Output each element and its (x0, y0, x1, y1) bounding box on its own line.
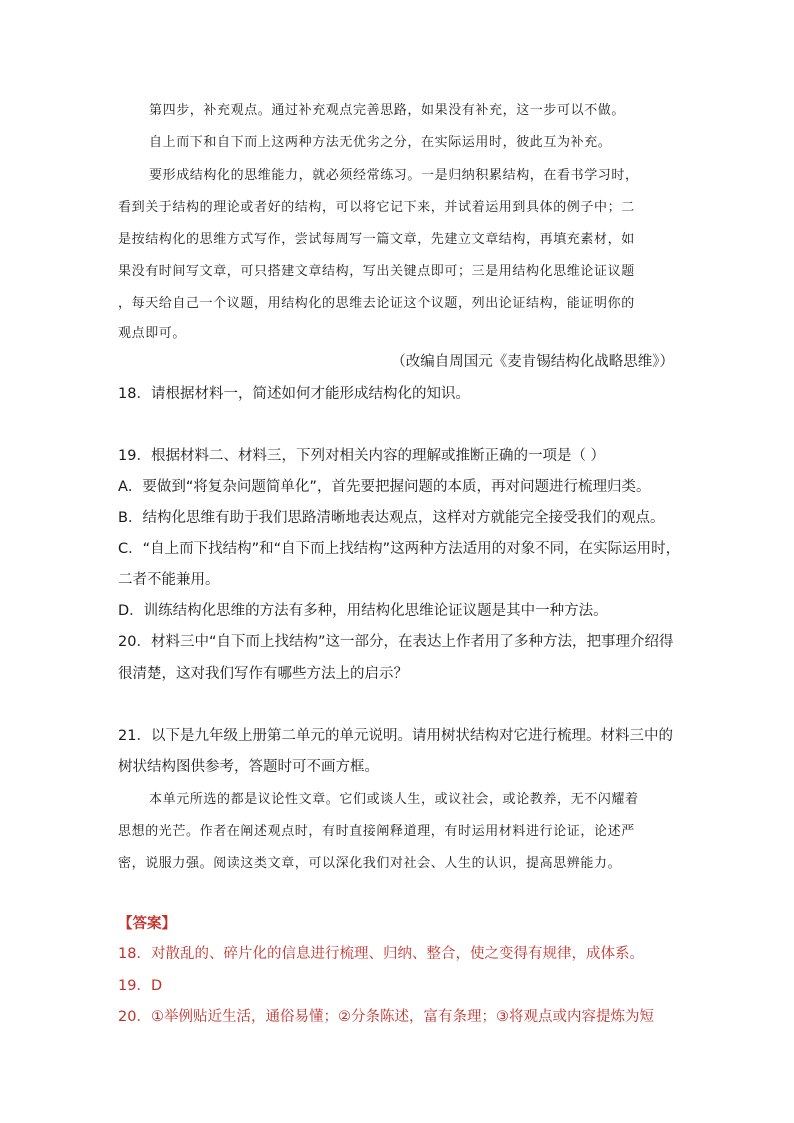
material-line: 是按结构化的思维方式写作，尝试每周写一篇文章，先建立文章结构，再填充素材，如 (118, 232, 635, 247)
question-19-option-d: D．训练结构化思维的方法有多种，用结构化思维论证议题是其中一种方法。 (118, 603, 608, 619)
question-19-option-c-cont: 二者不能兼用。 (118, 572, 220, 588)
question-21: 21．以下是九年级上册第二单元的单元说明。请用树状结构对它进行梳理。材料三中的 (118, 728, 673, 744)
material-line: ，每天给自己一个议题，用结构化的思维去论证这个议题，列出论证结构，能证明你的 (118, 296, 635, 311)
question-19-stem: 19．根据材料二、材料三，下列对相关内容的理解或推断正确的一项是（ ） (118, 448, 606, 464)
material-line: 要形成结构化的思维能力，就必须经常练习。一是归纳积累结构，在看书学习时， (149, 168, 639, 183)
question-20-cont: 很清楚，这对我们写作有哪些方法上的启示？ (118, 666, 408, 682)
question-19-option-a: A．要做到“将复杂问题简单化”，首先要把握问题的本质，再对问题进行梳理归类。 (118, 479, 651, 495)
answer-19: 19．D (118, 978, 163, 994)
material-line: 观点即可。 (118, 326, 187, 341)
question-18: 18．请根据材料一，简述如何才能形成结构化的知识。 (118, 386, 470, 402)
unit-note-line: 本单元所选的都是议论性文章。它们或谈人生，或议社会，或论教养，无不闪耀着 (149, 792, 639, 807)
question-21-cont: 树状结构图供参考，答题时可不画方框。 (118, 759, 379, 775)
material-line: 第四步，补充观点。通过补充观点完善思路，如果没有补充，这一步可以不做。 (149, 103, 626, 118)
question-20: 20．材料三中“自下而上找结构”这一部分，在表达上作者用了多种方法，把事理介绍得 (118, 634, 674, 650)
material-line: 看到关于结构的理论或者好的结构，可以将它记下来，并试着运用到具体的例子中；二 (118, 200, 635, 215)
source-citation: （改编自周国元《麦肯锡结构化战略思维》） (391, 354, 674, 370)
material-line: 果没有时间写文章，可只搭建文章结构，写出关键点即可；三是用结构化思维论证议题 (118, 264, 635, 279)
material-line: 自上而下和自下而上这两种方法无优劣之分，在实际运用时，彼此互为补充。 (149, 135, 612, 150)
question-19-option-c: C．“自上而下找结构”和“自下而上找结构”这两种方法适用的对象不同，在实际运用时， (118, 541, 681, 557)
answer-label: 【答案】 (118, 916, 176, 932)
answer-20: 20．①举例贴近生活，通俗易懂；②分条陈述，富有条理；③将观点或内容提炼为短 (118, 1009, 654, 1025)
unit-note-line: 思想的光芒。作者在阐述观点时，有时直接阐释道理，有时运用材料进行论证，论述严 (118, 824, 635, 839)
question-19-option-b: B．结构化思维有助于我们思路清晰地表达观点，这样对方就能完全接受我们的观点。 (118, 510, 665, 526)
answer-18: 18．对散乱的、碎片化的信息进行梳理、归纳、整合，使之变得有规律，成体系。 (118, 946, 644, 962)
unit-note-line: 密，说服力强。阅读这类文章，可以深化我们对社会、人生的认识，提高思辨能力。 (118, 856, 622, 871)
